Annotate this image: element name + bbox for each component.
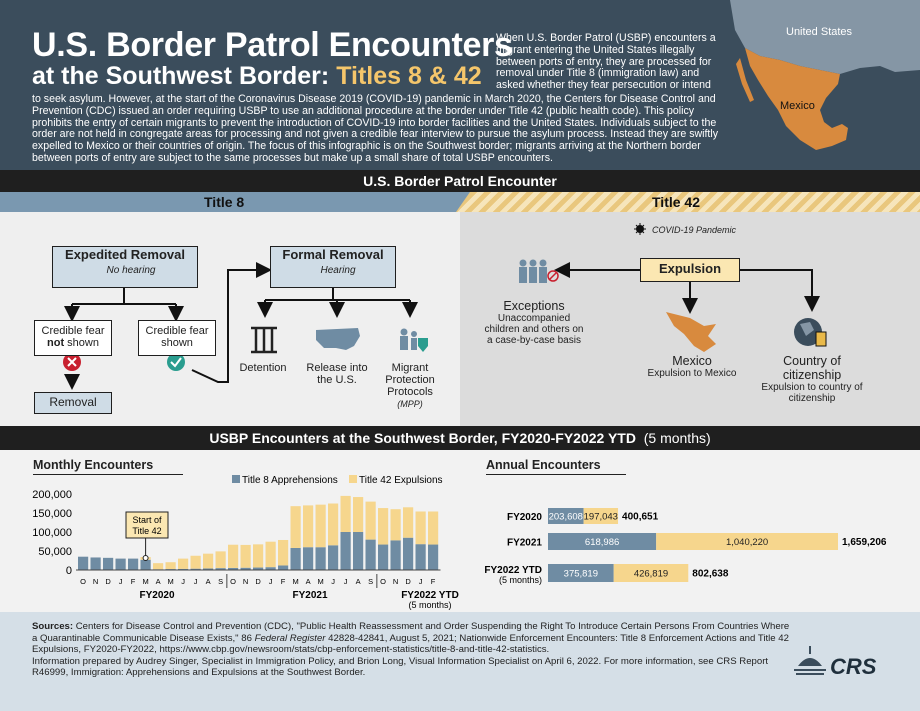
country-title-line2: citizenship <box>782 368 842 382</box>
detention-label: Detention <box>239 362 287 374</box>
cf-shown-line1: Credible fear <box>145 325 209 337</box>
title8-label: Title 8 <box>204 194 245 210</box>
mpp-sub: (MPP) <box>397 399 423 409</box>
annotation-marker <box>143 556 148 561</box>
subtitle-prefix: at the Southwest Border: <box>32 62 337 90</box>
family-shield-icon <box>400 329 428 353</box>
mpp-line1: Migrant <box>391 362 429 374</box>
x-tick-label: D <box>255 577 261 586</box>
x-tick-label: D <box>105 577 111 586</box>
bar-title42 <box>241 545 251 568</box>
mexico-sub: Expulsion to Mexico <box>647 368 737 379</box>
mexico-map-icon <box>666 312 716 352</box>
formal-removal-sub: Hearing <box>320 265 356 276</box>
bar-title42 <box>216 551 226 568</box>
annual-category-label: FY2021 <box>506 537 542 549</box>
y-tick-label: 0 <box>65 565 72 577</box>
y-tick-label: 50,000 <box>38 546 72 558</box>
cf-shown-word: shown <box>64 337 99 349</box>
annotation-line2: Title 42 <box>132 526 162 536</box>
sources-text <box>32 621 792 679</box>
bar-title42 <box>366 502 376 540</box>
globe-passport-icon <box>794 318 826 346</box>
x-tick-label: J <box>181 577 185 586</box>
sources-label: Sources: <box>32 621 74 632</box>
removal-label: Removal <box>49 395 97 409</box>
sources-part-b: 42828-42841, August 5, 2021; Nationwide Enforcement Encounters: Title 8 Enforcement Actions and Title 42 Expulsions, FY2020-FY2022, https://www.cbp.gov/newsroom/stats/cbp-enforcement-statistics/title-8-and-title-42-statistics. <box>32 632 789 655</box>
prepared-by: Information prepared by Audrey Singer, Specialist in Immigration Policy, and Brion Long, Visual Information Specialist on April 6, 2022. For more information, see CRS Report R46999, Immigration: Apprehensions and Expulsions at the Southwest Border. <box>32 655 769 678</box>
bar-title42 <box>166 562 176 569</box>
release-label <box>294 362 380 386</box>
x-tick-label: F <box>130 577 136 586</box>
legend-swatch-title42 <box>349 475 357 483</box>
charts-banner <box>0 426 920 450</box>
credible-fear-shown-box <box>138 320 216 356</box>
bar-title8 <box>378 545 388 570</box>
legend-swatch-title8 <box>232 475 240 483</box>
y-tick-label: 100,000 <box>32 527 72 539</box>
sources-italic: Federal Register <box>254 632 326 644</box>
release-line2: the U.S. <box>317 374 357 386</box>
x-tick-label: M <box>292 577 299 586</box>
bar-title42 <box>178 559 188 569</box>
expedited-removal-sub: No hearing <box>106 265 156 276</box>
exceptions-block <box>474 299 594 346</box>
country-sub-line1: Expulsion to country of <box>761 382 863 393</box>
title42-header <box>456 192 920 212</box>
y-tick-label: 150,000 <box>32 508 72 520</box>
us-map-icon <box>316 328 360 350</box>
bar-title42 <box>378 508 388 544</box>
x-tick-label: J <box>331 577 335 586</box>
x-tick-label: N <box>92 577 99 586</box>
annual-category-sub: (5 months) <box>498 575 542 585</box>
title8-header <box>0 192 470 212</box>
formal-removal-title: Formal Removal <box>282 247 384 262</box>
annual-total-label: 1,659,206 <box>842 537 887 548</box>
x-tick-label: A <box>305 577 311 586</box>
bar-title42 <box>266 542 276 567</box>
mpp-label <box>370 362 450 410</box>
bar-title42 <box>328 504 338 546</box>
sources-part-a: Centers for Disease Control and Prevention (CDC), "Public Health Reassessment and Order Suspending the Right To Introduce Certain Persons From Countries Where a Quarantinable Communicable Disease Exists," 86 <box>32 621 790 644</box>
bar-title8 <box>341 532 351 570</box>
monthly-title: Monthly Encounters <box>33 458 154 472</box>
bar-title42 <box>291 506 301 548</box>
x-tick-label: J <box>343 577 348 586</box>
cf-not-shown-line2 <box>35 337 111 349</box>
x-tick-label: O <box>380 577 387 586</box>
bar-title8 <box>291 548 301 570</box>
exceptions-line2: children and others on <box>484 324 584 335</box>
x-tick-label: J <box>268 577 273 586</box>
header <box>0 0 920 170</box>
bar-title8 <box>78 557 88 570</box>
x-tick-label: N <box>392 577 399 586</box>
annual-total-label: 400,651 <box>622 511 659 523</box>
annual-total-label: 802,638 <box>692 568 729 580</box>
x-tick-label: D <box>405 577 411 586</box>
annual-label-title42: 197,043 <box>583 511 618 523</box>
bar-title42 <box>428 511 438 544</box>
exceptions-line1: Unaccompanied <box>497 313 571 324</box>
title42-label: Title 42 <box>652 194 700 210</box>
mpp-line2: Protection <box>385 374 435 386</box>
exceptions-line3: a case-by-case basis <box>487 335 581 346</box>
bar-title8 <box>116 559 126 570</box>
x-tick-label: O <box>80 577 87 586</box>
x-tick-label: N <box>242 577 249 586</box>
bar-title8 <box>366 540 376 570</box>
credible-fear-not-shown-box <box>34 320 112 356</box>
bar-title8 <box>278 565 288 570</box>
exceptions-title: Exceptions <box>503 299 565 313</box>
crs-logo-text: CRS <box>830 654 877 679</box>
x-tick-label: J <box>418 577 423 586</box>
bar-title42 <box>253 544 263 567</box>
x-tick-label: M <box>142 577 149 586</box>
bar-title42 <box>341 496 351 532</box>
expedited-removal-box <box>52 246 198 288</box>
bar-title42 <box>303 505 313 547</box>
legend-title8: Title 8 Apprehensions <box>242 475 338 486</box>
mexico-block <box>640 354 744 379</box>
y-tick-label: 200,000 <box>32 489 72 501</box>
expulsion-label: Expulsion <box>658 261 722 276</box>
bar-title8 <box>316 547 326 570</box>
bar-title8 <box>428 545 438 570</box>
x-tick-label: S <box>368 577 374 586</box>
bar-title8 <box>128 559 138 570</box>
bar-title42 <box>316 505 326 548</box>
bar-title8 <box>328 545 338 570</box>
expedited-removal-title: Expedited Removal <box>65 247 185 262</box>
annual-label-title42: 426,819 <box>633 568 669 580</box>
legend-title42: Title 42 Expulsions <box>359 475 443 486</box>
charts-banner-title: USBP Encounters at the Southwest Border, FY2020-FY2022 YTD <box>209 430 636 446</box>
annual-label-title8: 618,986 <box>584 537 620 548</box>
covid-text: COVID-19 Pandemic <box>652 225 737 235</box>
bar-title8 <box>416 544 426 570</box>
x-tick-label: J <box>118 577 123 586</box>
country-block <box>756 354 868 404</box>
encounter-banner: U.S. Border Patrol Encounter <box>0 170 920 192</box>
annual-title: Annual Encounters <box>486 458 601 472</box>
page-title: U.S. Border Patrol Encounters <box>32 26 513 64</box>
bar-title42 <box>278 540 288 565</box>
fy2022-sub: (5 months) <box>408 600 452 610</box>
footer <box>0 612 920 711</box>
annotation-line1: Start of <box>132 515 162 525</box>
cf-shown-line2: shown <box>161 337 193 349</box>
cf-not-shown-line1: Credible fear <box>41 325 105 337</box>
bar-title8 <box>391 540 401 570</box>
bar-title42 <box>391 509 401 540</box>
annual-label-title42: 1,040,220 <box>725 537 769 548</box>
bar-title8 <box>353 532 363 570</box>
bar-title8 <box>91 557 101 570</box>
bar-title42 <box>191 556 201 569</box>
cf-not-word: not <box>47 337 65 349</box>
header-notch <box>440 192 480 212</box>
x-tick-label: A <box>155 577 161 586</box>
annual-category-label: FY2020 <box>506 512 542 523</box>
x-tick-label: F <box>280 577 286 586</box>
fy2021-label: FY2021 <box>292 590 328 601</box>
x-tick-label: S <box>218 577 224 586</box>
x-tick-label: M <box>167 577 174 586</box>
charts-banner-sub: (5 months) <box>643 430 711 446</box>
bar-title42 <box>403 507 413 537</box>
intro-text-bottom: to seek asylum. However, at the start of the Coronavirus Disease 2019 (COVID-19) pandemic in March 2020, the Centers for Disease Control and Prevention (CDC) issued an order requiring USBP to use an additional procedure at the border under Title 42 (public health code). This policy prohibits the entry of certain migrants to prevent the introduction of COVID-19 into border facilities and the United States. Individuals subject to the order are not held in congregate areas for processing and not given a credible fear interview to pursue the asylum process. Instead they are swiftly expelled to Mexico or their countries of origin. The focus of this infographic is on the Southwest border; migrants arriving at the Northern border between ports of entry are subject to the same processes but make up a small share of total USBP encounters. <box>32 93 719 164</box>
bar-title42 <box>353 497 363 532</box>
x-tick-label: J <box>193 577 198 586</box>
map-label-mexico: Mexico <box>780 100 815 112</box>
country-title-line1: Country of <box>783 354 841 368</box>
crs-logo <box>790 636 890 686</box>
covid-virus-icon <box>634 223 646 235</box>
bar-title8 <box>141 560 151 570</box>
country-sub-line2: citizenship <box>788 393 836 404</box>
x-tick-label: F <box>430 577 436 586</box>
page-subtitle <box>32 62 482 91</box>
people-exception-icon <box>519 260 558 284</box>
mexico-title: Mexico <box>672 354 712 368</box>
expulsion-box <box>640 258 740 282</box>
bar-title42 <box>153 563 163 569</box>
bar-title8 <box>403 538 413 570</box>
subtitle-highlight: Titles 8 & 42 <box>336 62 482 90</box>
covid-label <box>652 224 742 236</box>
formal-removal-box <box>270 246 396 288</box>
annual-chart <box>470 450 920 612</box>
intro-text-top: When U.S. Border Patrol (USBP) encounters a migrant entering the United States illegally between ports of entry, they are processed for removal under Title 8 (immigration law) and asked whether they fear persecution or intend <box>496 32 716 92</box>
x-tick-label: M <box>317 577 324 586</box>
annual-label-title8: 203,608 <box>548 511 583 523</box>
bar-title42 <box>203 554 213 569</box>
fy2022-label: FY2022 YTD <box>401 590 459 601</box>
detention-icon <box>251 328 277 352</box>
bar-title42 <box>228 545 238 568</box>
map-label-us: United States <box>786 26 853 38</box>
bar-title8 <box>103 558 113 570</box>
annual-label-title8: 375,819 <box>563 568 599 580</box>
x-tick-label: O <box>230 577 237 586</box>
monthly-chart <box>0 450 470 612</box>
release-line1: Release into <box>306 362 368 374</box>
annual-category-label: FY2022 YTD <box>484 565 542 576</box>
removal-box <box>34 392 112 414</box>
fy2020-label: FY2020 <box>139 590 175 601</box>
bar-title42 <box>416 511 426 544</box>
x-tick-label: A <box>205 577 211 586</box>
mpp-line3: Protocols <box>387 386 433 398</box>
bar-title8 <box>303 547 313 570</box>
x-tick-label: A <box>355 577 361 586</box>
